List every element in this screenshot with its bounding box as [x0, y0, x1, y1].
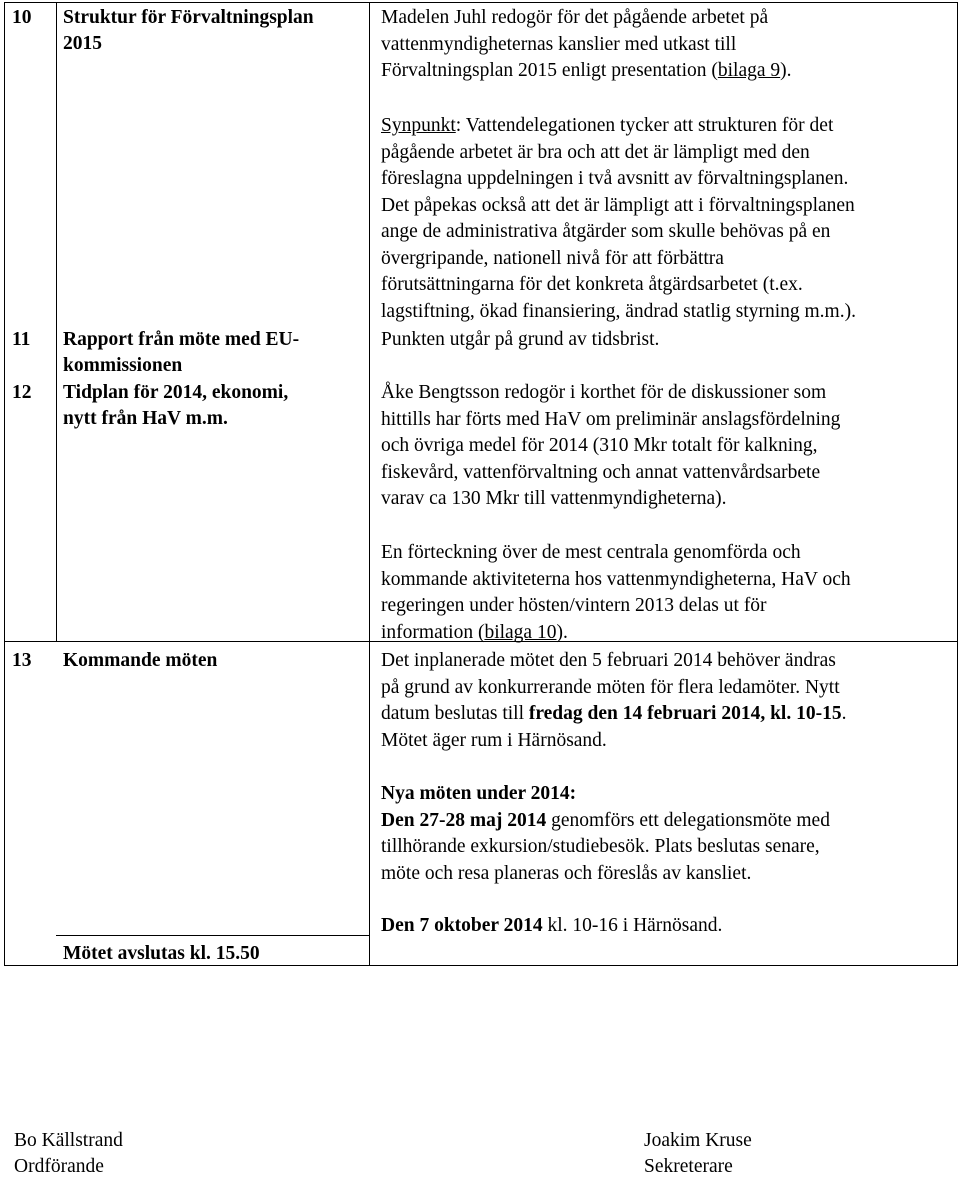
text-line: varav ca 130 Mkr till vattenmyndigheterna). — [381, 488, 727, 509]
text-line: fiskevård, vattenförvaltning och annat vattenvårdsarbete — [381, 461, 821, 483]
paragraph-item-11 — [381, 327, 951, 354]
item-title: nytt från HaV m.m. — [63, 408, 228, 429]
text-line: lagstiftning, ökad finansiering, ändrad statlig styrning m.m.). — [381, 300, 856, 322]
text-line: Mötet äger rum i Härnösand. — [381, 729, 607, 751]
text-line — [381, 913, 951, 940]
text-line: Punkten utgår på grund av tidsbrist. — [381, 329, 660, 350]
item-title: 2015 — [63, 33, 102, 54]
text-line: på grund av konkurrerande möten för flera ledamöter. Nytt — [381, 676, 840, 698]
text-line: föreslagna uppdelningen i två avsnitt av förvaltningsplanen. — [381, 168, 849, 189]
text-line — [381, 701, 951, 728]
adjournment-text: Mötet avslutas kl. 15.50 — [63, 943, 260, 964]
content-column-divider — [369, 2, 370, 966]
attachment-link[interactable]: bilaga 10 — [484, 621, 557, 643]
text-line: Madelen Juhl redogör för det pågående arbetet på — [381, 7, 769, 28]
text-segment: : Vattendelegationen tycker att strukturen för det — [455, 115, 834, 136]
text-line — [381, 620, 951, 647]
text-line: övergripande, nationell nivå för att förbättra — [381, 247, 724, 269]
text-segment: ). — [780, 60, 792, 81]
meeting-date: Den 27-28 maj 2014 — [381, 809, 547, 831]
attachment-link[interactable]: bilaga 9 — [717, 60, 781, 81]
text-line: Det påpekas också att det är lämpligt att i förvaltningsplanen — [381, 194, 855, 216]
text-segment: ). — [556, 621, 568, 643]
text-line: förutsättningarna för det konkreta åtgärdsarbetet (t.ex. — [381, 274, 803, 295]
text-segment: Förvaltningsplan 2015 enligt presentation ( — [381, 60, 718, 81]
item-title: kommissionen — [63, 355, 183, 376]
text-line: hittills har förts med HaV om preliminär anslagsfördelning — [381, 408, 841, 430]
text-line: regeringen under hösten/vintern 2013 delas ut för — [381, 595, 767, 616]
text-segment: information ( — [381, 621, 485, 643]
number-column-divider — [56, 2, 57, 641]
text-segment: kl. 10-16 i Härnösand. — [542, 915, 723, 936]
text-segment: genomförs ett delegationsmöte med — [546, 809, 830, 831]
text-line: pågående arbetet är bra och att det är lämpligt med den — [381, 141, 810, 163]
item-title: Kommande möten — [63, 650, 218, 671]
signature-name: Joakim Kruse — [644, 1130, 752, 1151]
paragraph-meeting-change — [381, 648, 951, 754]
paragraph-structure-report — [381, 5, 951, 85]
item-title: Struktur för Förvaltningsplan — [63, 7, 314, 28]
text-segment: datum beslutas till — [381, 703, 529, 724]
item-number: 13 — [12, 650, 32, 671]
paragraph-october-meeting — [381, 913, 951, 940]
text-line: Åke Bengtsson redogör i korthet för de diskussioner som — [381, 382, 827, 403]
item-number: 12 — [12, 382, 32, 403]
meeting-date: fredag den 14 februari 2014, kl. 10-15 — [528, 703, 842, 724]
adjournment-divider — [56, 935, 369, 936]
text-line: En förteckning över de mest centrala genomförda och — [381, 542, 801, 563]
text-line: kommande aktiviteterna hos vattenmyndigheterna, HaV och — [381, 568, 851, 590]
item-title: Tidplan för 2014, ekonomi, — [63, 382, 289, 403]
text-line — [381, 58, 951, 85]
text-line: och övriga medel för 2014 (310 Mkr totalt för kalkning, — [381, 435, 818, 456]
paragraph-viewpoint — [381, 113, 951, 325]
text-line: vattenmyndigheternas kanslier med utkast till — [381, 33, 737, 55]
text-segment: . — [841, 703, 847, 724]
item-number: 10 — [12, 7, 32, 28]
text-line: Det inplanerade mötet den 5 februari 2014 behöver ändras — [381, 650, 836, 671]
text-line: ange de administrativa åtgärder som skulle behövas på en — [381, 221, 831, 242]
paragraph-new-meetings — [381, 781, 951, 887]
signature-role: Sekreterare — [644, 1156, 733, 1177]
signature-name: Bo Källstrand — [14, 1130, 123, 1151]
text-line: tillhörande exkursion/studiebesök. Plats beslutas senare, — [381, 836, 820, 857]
paragraph-activities — [381, 540, 951, 646]
viewpoint-label: Synpunkt — [381, 115, 456, 136]
item-number: 11 — [12, 329, 31, 350]
item-title: Rapport från möte med EU- — [63, 329, 300, 350]
new-meetings-heading: Nya möten under 2014: — [381, 783, 577, 804]
text-line — [381, 808, 951, 835]
text-line: möte och resa planeras och föreslås av kansliet. — [381, 862, 752, 884]
text-line — [381, 113, 951, 140]
paragraph-budget — [381, 380, 951, 513]
signature-role: Ordförande — [14, 1156, 104, 1177]
meeting-date: Den 7 oktober 2014 — [381, 915, 543, 936]
